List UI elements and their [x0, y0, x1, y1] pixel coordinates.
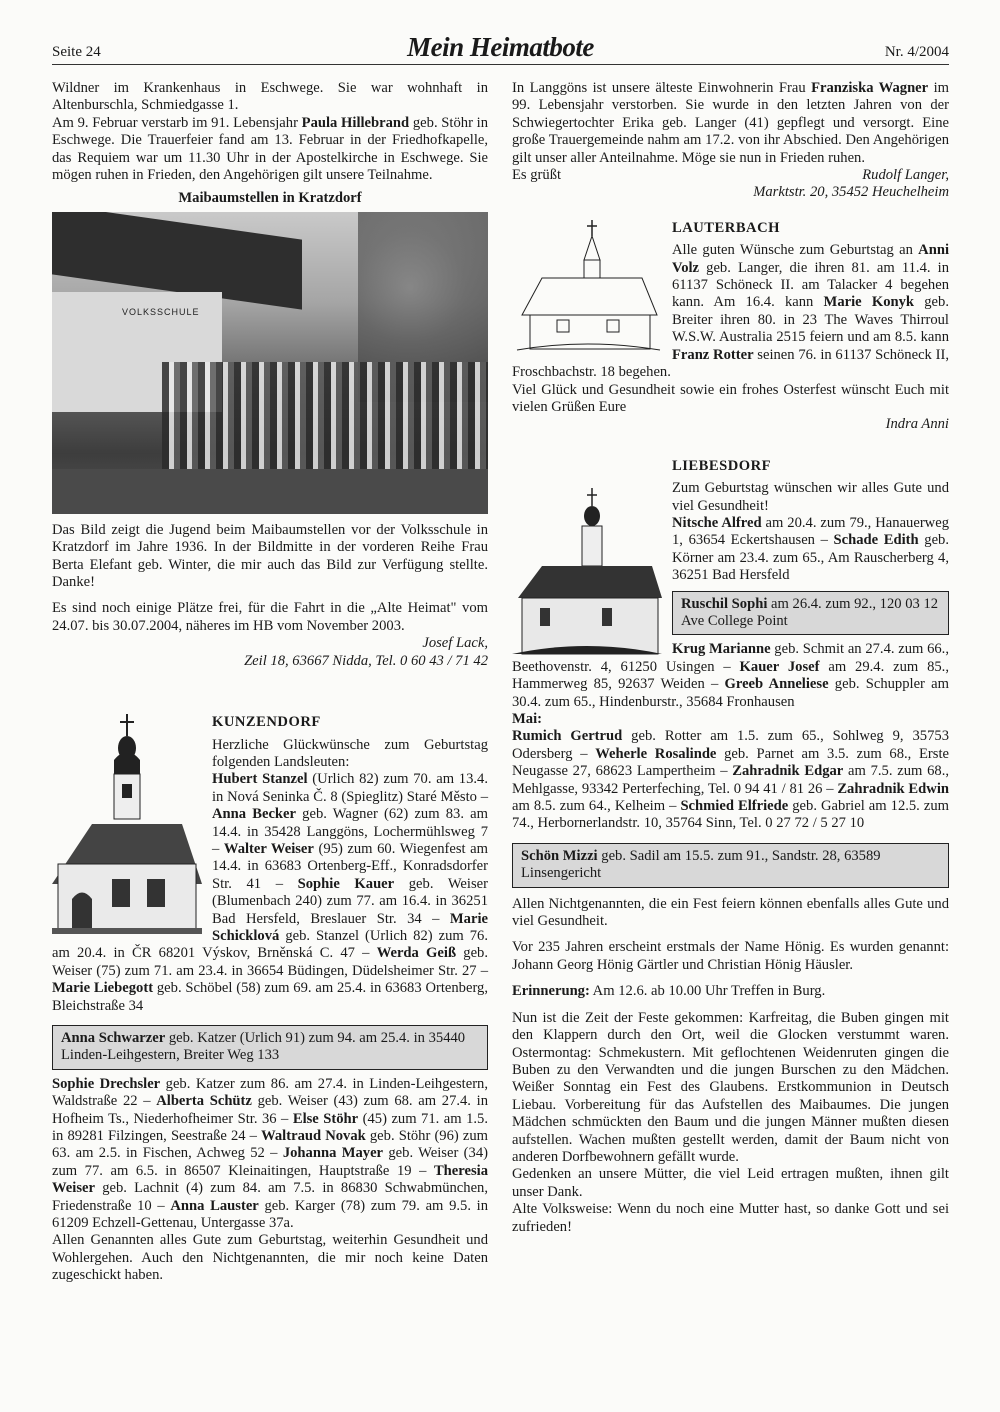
- kunzendorf-church-image: [52, 714, 202, 934]
- trip-notice: Es sind noch einige Plätze frei, für die Fahrt in die „Alte Heimat" vom 24.07. bis 30.07.2004, näheres im HB vom November 2003.: [52, 600, 488, 634]
- folk-saying: Alte Volksweise: Wenn du noch eine Mutter hast, so danke Gott und sei zufrieden!: [512, 1201, 949, 1235]
- may-heading: Mai:: [512, 711, 542, 727]
- lauterbach-signature: Indra Anni: [885, 416, 949, 433]
- maibaum-photo: [52, 212, 488, 514]
- liebesdorf-birthdays-2: Krug Marianne geb. Schmit an 27.4. zum 66., Beethovenstr. 4, 61250 Usingen – Kauer Josef am 29.4. zum 85., Hammerweg 85, 92637 Weiden – Greeb Anneliese geb. Schuppler am 30.4. zum 65., Hindenburstr., 35684 Fronhausen: [512, 641, 949, 710]
- kunzendorf-birthdays-2: Sophie Drechsler geb. Katzer zum 86. am 27.4. in Linden-Leihgestern, Waldstraße 22 – Alberta Schütz geb. Weiser (43) zum 68. am 27.4. in Hofheim Ts., Niederhofheimer Str. 36 – Else Stöhr (45) zum 71. am 1.5. in 89281 Filzingen, Seestraße 24 – Waltraud Novak geb. Stöhr (96) zum 63. am 2.5. in Fischen, Achweg 52 – Johanna Mayer geb. Weiser (34) zum 77. am 6.5. in 86507 Kleinaitingen, Hauptstraße 19 – Theresia Weiser geb. Lachnit (4) zum 84. am 7.5. in 86830 Schwabmünchen, Friedenstraße 10 – Anna Lauster geb. Karger (78) zum 79. am 9.5. in 61209 Echzell-Gettenau, Untergasse 37a.: [52, 1075, 489, 1232]
- highlight-box-ruschil: Ruschil Sophi am 26.4. zum 92., 120 03 12 Ave College Point: [672, 591, 949, 636]
- liebesdorf-heading: LIEBESDORF: [672, 457, 772, 474]
- issue-number: Nr. 4/2004: [884, 44, 949, 60]
- kunzendorf-birthdays: Hubert Stanzel (Urlich 82) zum 70. am 13.4. in Nová Seninka Č. 8 (Spieglitz) Staré Město – Anna Becker geb. Wagner (62) zum 83. am 14.4. in 35428 Langgöns, Lochermühlsweg 7 – Walter Weiser (95) zum 60. Wiegenfest am 14.4. in 63683 Ortenberg-Eff., Konradsdorfer Str. 41 – Sophie Kauer geb. Weiser (Blumenbach 240) zum 77. am 16.4. in 36251 Bad Hersfeld, Breslauer Str. 34 – Marie Schicklová geb. Stanzel (Urlich 82) zum 76. am 20.4. in ČR 68201 Výskov, Brněnská C. 47 – Werda Geiß geb. Weiser (75) zum 71. am 23.4. in 36654 Büdingen, Düdelsheimer Str. 27 – Marie Liebegott geb. Schöbel (58) zum 69. am 25.4. in 63683 Ortenberg, Bleichstraße 34: [52, 771, 488, 1014]
- page-header: [52, 32, 949, 70]
- signature-address: Zeil 18, 63667 Nidda, Tel. 0 60 43 / 71 42: [244, 652, 488, 669]
- highlight-box-schwarzer: Anna Schwarzer geb. Katzer (Urlich 91) zum 94. am 25.4. in 35440 Linden-Leihgestern, Breiter Weg 133: [52, 1025, 488, 1070]
- kunzendorf-intro: Herzliche Glückwünsche zum Geburtstag folgenden Landsleuten:: [212, 736, 488, 770]
- masthead-title: Mein Heimatbote: [407, 32, 594, 62]
- lauterbach-birthdays: Alle guten Wünsche zum Geburtstag an Anni Volz geb. Langer, die ihren 81. am 11.4. in 61137 Schöneck II. am Talacker 4 begehen kann. Am 16.4. kann Marie Konyk geb. Breiter ihren 80. in 23 The Waves Thirroul W.S.W. Australia 2515 feiern und am 8.5. kann Franz Rotter seinen 76. in 61137 Schöneck II, Froschbachstr. 18 begehen.: [512, 242, 949, 381]
- liebesdorf-church-image: [512, 488, 662, 658]
- lauterbach-heading: LAUTERBACH: [672, 219, 780, 236]
- kunzendorf-closing: Allen Genannten alles Gute zum Geburtstag, weiterhin Gesundheit und Wohlergehen. Auch den Nichtgenannten, die mir noch keine Daten zugeschickt haben.: [52, 1232, 488, 1284]
- greeting-line: Es grüßt Rudolf Langer,: [512, 167, 949, 184]
- greeting-address: Marktstr. 20, 35452 Heuchelheim: [753, 184, 949, 201]
- right-column: [512, 80, 949, 1236]
- header-rule: [52, 64, 949, 65]
- reminder: Erinnerung: Am 12.6. ab 10.00 Uhr Treffen in Burg.: [512, 983, 826, 1000]
- page-number: Seite 24: [52, 44, 101, 60]
- highlight-box-schoen: Schön Mizzi geb. Sadil am 15.5. zum 91., Sandstr. 28, 63589 Linsengericht: [512, 843, 949, 888]
- signature-name: Josef Lack,: [422, 635, 488, 652]
- liebesdorf-intro: Zum Geburtstag wünschen wir alles Gute und viel Gesundheit!: [672, 480, 949, 514]
- photo-school-sign: VOLKSSCHULE: [122, 306, 200, 317]
- left-column: [52, 80, 488, 1285]
- photo-caption: Das Bild zeigt die Jugend beim Maibaumstellen vor der Volksschule in Kratzdorf im Jahre 1936. In der Bildmitte in der vorderen Reihe Frau Berta Elefant geb. Winter, die mir auch das Bild zur Verfügung stellte. Danke!: [52, 521, 488, 591]
- obituary-wagner: In Langgöns ist unsere älteste Einwohnerin Frau Franziska Wagner im 99. Lebensjahr verstorben. Sie wurde in den letzten Jahren von der Schwiegertochter Erika geb. Langer (41) gepflegt und versorgt. Eine große Trauergemeinde nahm am 17.2. von ihr Abschied. Den Angehörigen gilt unser aller Anteilnahme. Möge sie nun in Frieden ruhen.: [512, 80, 949, 166]
- obituary-continued: Wildner im Krankenhaus in Eschwege. Sie war wohnhaft in Altenburschla, Schmiedgasse 1.: [52, 80, 488, 114]
- festivals-text: Nun ist die Zeit der Feste gekommen: Karfreitag, die Buben gingen mit den Klappern durch den Ort, weil die Glocken verstummt waren. Ostermontag: Schmekustern. Mit geflochtenen Weidenruten gingen die Buben zu den Verwandten und die jungen Burschen zu den Mädchen. Weißer Sonntag ein Fest des Glaubens. Erstkommunion in Deutsch Liebau. Vorbereitung für das Aufstellen des Maibaumes. Die jungen Mädchen schmückten den Baum und die jungen Männer mußten diesen aufstellen. Wachen mußten gestellt werden, damit der Baum nicht von anderen Dorfbewohnern gefällt wurde.: [512, 1009, 949, 1165]
- mothers-text: Gedenken an unsere Mütter, die viel Leid ertragen mußten, ihnen gilt unser Dank.: [512, 1166, 949, 1200]
- others-wish: Allen Nichtgenannten, die ein Fest feiern können ebenfalls alles Gute und viel Gesundheit.: [512, 895, 949, 930]
- lauterbach-wish: Viel Glück und Gesundheit sowie ein frohes Osterfest wünscht Euch mit vielen Grüßen Eure: [512, 381, 949, 415]
- may-birthdays: Rumich Gertrud geb. Rotter am 1.5. zum 65., Sohlweg 9, 35753 Odersberg – Weherle Rosalinde geb. Parnet am 3.5. zum 68., Erste Neugasse 27, 68623 Lampertheim – Zahradnik Edgar am 7.5. zum 68., Mehlgasse, 93342 Perterfeching, Tel. 0 94 41 / 81 26 – Zahradnik Edwin am 8.5. zum 64., Kelheim – Schmied Elfriede geb. Gabriel am 12.5. zum 74., Herbornerlandstr. 10, 35764 Sinn, Tel. 0 27 72 / 5 27 10: [512, 728, 950, 832]
- lauterbach-chapel-image: [512, 220, 662, 355]
- photo-title: Maibaumstellen in Kratzdorf: [178, 190, 362, 207]
- history-note: Vor 235 Jahren erscheint erstmals der Name Hönig. Es wurden genannt: Johann Georg Hönig Gärtler und Christian Hönig Häusler.: [512, 939, 949, 973]
- obituary-hillebrand: Am 9. Februar verstarb im 91. Lebensjahr Paula Hillebrand geb. Stöhr in Eschwege. Die Trauerfeier fand am 13. Februar in der Friedhofkapelle, das Requiem war um 11.30 Uhr in der Apostelkirche in Eschwege. Sie mögen ruhen in Frieden, den Angehörigen gilt unsere Teilnahme.: [52, 114, 488, 184]
- liebesdorf-birthdays-1: Nitsche Alfred am 20.4. zum 79., Hanauerweg 1, 63654 Eckertshausen – Schade Edith geb. Körner am 23.4. zum 65., Am Rauscherberg 4, 36251 Bad Hersfeld: [672, 514, 950, 584]
- kunzendorf-heading: KUNZENDORF: [212, 714, 321, 731]
